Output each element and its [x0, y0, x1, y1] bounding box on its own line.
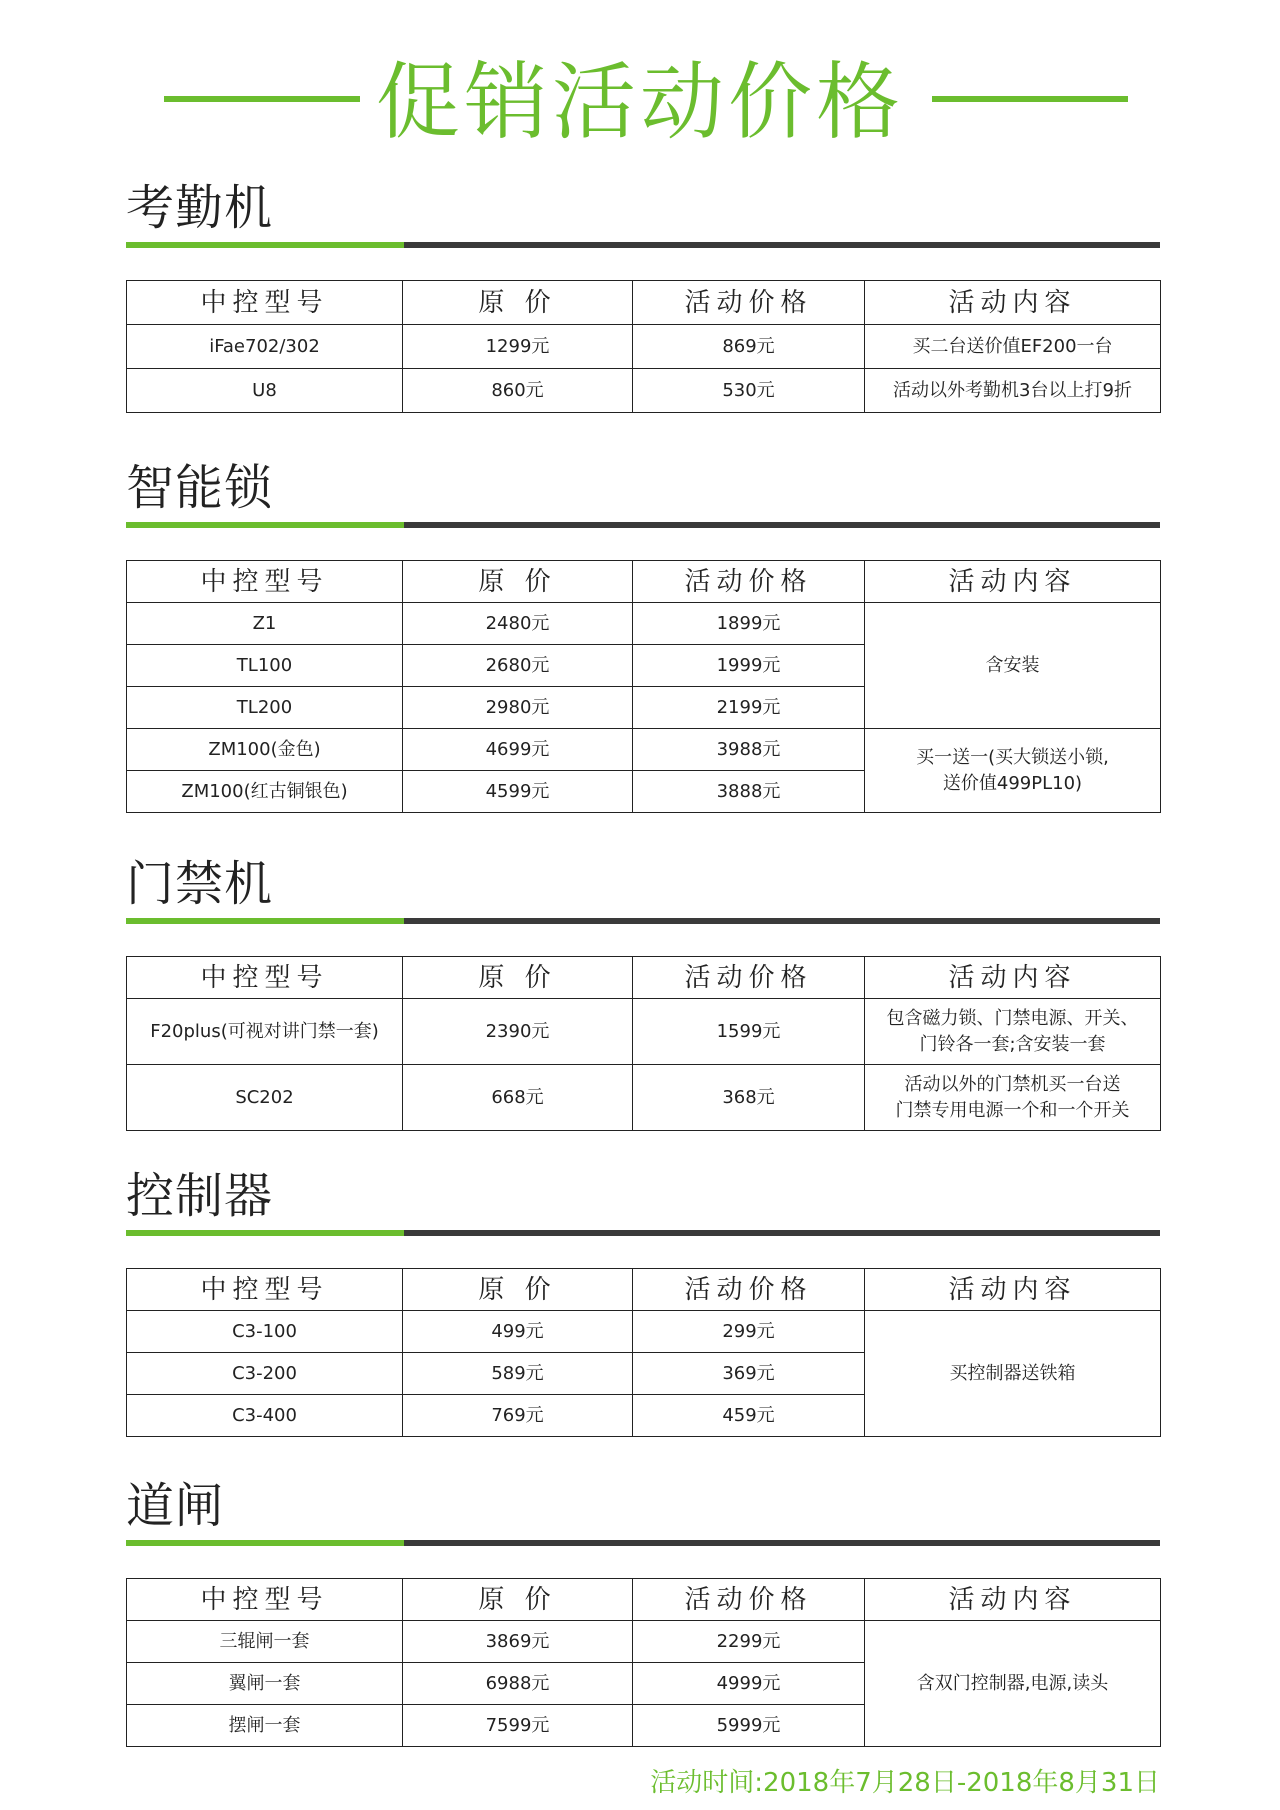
cell-promo: 459元 [633, 1395, 865, 1437]
cell-model: C3-200 [127, 1353, 403, 1395]
cell-model: SC202 [127, 1065, 403, 1131]
cell-price: 2680元 [403, 645, 633, 687]
cell-price: 2980元 [403, 687, 633, 729]
cell-price: 499元 [403, 1311, 633, 1353]
table-row [127, 1311, 1161, 1353]
cell-promo: 2199元 [633, 687, 865, 729]
section-heading: 控制器 [126, 1168, 274, 1224]
cell-promo: 2299元 [633, 1621, 865, 1663]
header-content: 活动内容 [865, 281, 1161, 325]
header-promo: 活动价格 [633, 1579, 865, 1621]
cell-model: C3-100 [127, 1311, 403, 1353]
cell-price: 6988元 [403, 1663, 633, 1705]
cell-model: 翼闸一套 [127, 1663, 403, 1705]
table-row [127, 729, 1161, 771]
cell-price: 860元 [403, 369, 633, 413]
header-promo: 活动价格 [633, 561, 865, 603]
cell-model: 摆闸一套 [127, 1705, 403, 1747]
section-rule [126, 522, 1160, 528]
cell-promo: 5999元 [633, 1705, 865, 1747]
cell-price: 589元 [403, 1353, 633, 1395]
section-rule [126, 1540, 1160, 1546]
section-access-control [126, 856, 1160, 1121]
cell-promo: 3988元 [633, 729, 865, 771]
cell-promo: 1599元 [633, 999, 865, 1065]
cell-promo: 299元 [633, 1311, 865, 1353]
price-table [126, 280, 1161, 413]
cell-model: iFae702/302 [127, 325, 403, 369]
header-price: 原 价 [403, 1579, 633, 1621]
cell-promo: 1999元 [633, 645, 865, 687]
section-attendance [126, 180, 1160, 401]
header-content: 活动内容 [865, 1269, 1161, 1311]
cell-price: 769元 [403, 1395, 633, 1437]
cell-price: 1299元 [403, 325, 633, 369]
cell-promo: 1899元 [633, 603, 865, 645]
table-row [127, 325, 1161, 369]
header-price: 原 价 [403, 281, 633, 325]
cell-price: 668元 [403, 1065, 633, 1131]
section-rule [126, 1230, 1160, 1236]
page-title: 促销活动价格 [375, 53, 904, 151]
table-row [127, 603, 1161, 645]
section-heading: 考勤机 [126, 180, 274, 236]
cell-content: 包含磁力锁、门禁电源、开关、 门铃各一套;含安装一套 [865, 999, 1161, 1065]
table-header-row [127, 1269, 1161, 1311]
section-barrier-gate [126, 1478, 1160, 1736]
cell-model: C3-400 [127, 1395, 403, 1437]
header-model: 中控型号 [127, 1269, 403, 1311]
price-table [126, 956, 1161, 1131]
cell-content: 买一送一(买大锁送小锁, 送价值499PL10) [865, 729, 1161, 813]
header-price: 原 价 [403, 1269, 633, 1311]
header-model: 中控型号 [127, 561, 403, 603]
cell-model: 三辊闸一套 [127, 1621, 403, 1663]
price-table [126, 560, 1161, 813]
table-row [127, 369, 1161, 413]
header-model: 中控型号 [127, 957, 403, 999]
cell-model: TL200 [127, 687, 403, 729]
section-heading: 智能锁 [126, 460, 274, 516]
cell-model: Z1 [127, 603, 403, 645]
cell-price: 7599元 [403, 1705, 633, 1747]
section-controller [126, 1168, 1160, 1426]
title-right-rule [932, 96, 1128, 102]
cell-content: 活动以外考勤机3台以上打9折 [865, 369, 1161, 413]
header-content: 活动内容 [865, 957, 1161, 999]
cell-promo: 530元 [633, 369, 865, 413]
header-content: 活动内容 [865, 561, 1161, 603]
section-rule [126, 242, 1160, 248]
cell-promo: 3888元 [633, 771, 865, 813]
cell-price: 4599元 [403, 771, 633, 813]
cell-promo: 368元 [633, 1065, 865, 1131]
header-promo: 活动价格 [633, 281, 865, 325]
table-row [127, 999, 1161, 1065]
price-table [126, 1578, 1161, 1747]
table-row [127, 1065, 1161, 1131]
cell-price: 3869元 [403, 1621, 633, 1663]
cell-promo: 369元 [633, 1353, 865, 1395]
table-header-row [127, 561, 1161, 603]
cell-content: 活动以外的门禁机买一台送 门禁专用电源一个和一个开关 [865, 1065, 1161, 1131]
section-heading: 门禁机 [126, 856, 274, 912]
section-smart-lock [126, 460, 1160, 802]
cell-price: 4699元 [403, 729, 633, 771]
cell-content: 买控制器送铁箱 [865, 1311, 1161, 1437]
cell-content: 含双门控制器,电源,读头 [865, 1621, 1161, 1747]
table-header-row [127, 957, 1161, 999]
cell-content: 买二台送价值EF200一台 [865, 325, 1161, 369]
header-price: 原 价 [403, 957, 633, 999]
table-row [127, 1621, 1161, 1663]
cell-model: U8 [127, 369, 403, 413]
table-header-row [127, 281, 1161, 325]
cell-content: 含安装 [865, 603, 1161, 729]
header-model: 中控型号 [127, 1579, 403, 1621]
cell-price: 2390元 [403, 999, 633, 1065]
cell-model: TL100 [127, 645, 403, 687]
header-price: 原 价 [403, 561, 633, 603]
cell-price: 2480元 [403, 603, 633, 645]
cell-model: ZM100(金色) [127, 729, 403, 771]
header-content: 活动内容 [865, 1579, 1161, 1621]
price-table [126, 1268, 1161, 1437]
section-rule [126, 918, 1160, 924]
section-heading: 道闸 [126, 1478, 225, 1534]
header-model: 中控型号 [127, 281, 403, 325]
cell-promo: 4999元 [633, 1663, 865, 1705]
promotion-period: 活动时间:2018年7月28日-2018年8月31日 [650, 1768, 1160, 1798]
cell-model: F20plus(可视对讲门禁一套) [127, 999, 403, 1065]
cell-promo: 869元 [633, 325, 865, 369]
table-header-row [127, 1579, 1161, 1621]
header-promo: 活动价格 [633, 957, 865, 999]
cell-model: ZM100(红古铜银色) [127, 771, 403, 813]
header-promo: 活动价格 [633, 1269, 865, 1311]
